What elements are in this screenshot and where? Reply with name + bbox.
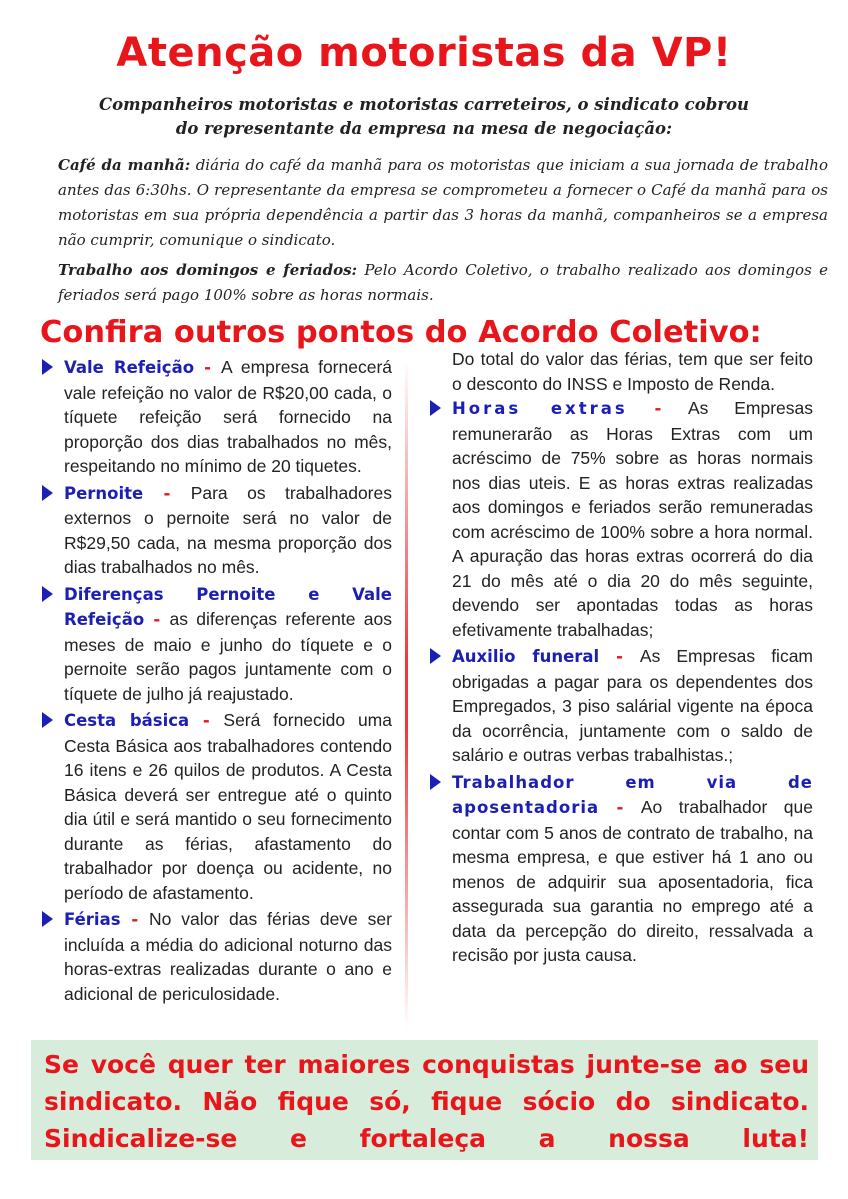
page-title: Atenção motoristas da VP! (116, 30, 732, 76)
item-heading-text: Férias (64, 910, 121, 929)
list-item (428, 644, 813, 768)
subtitle (30, 93, 818, 141)
bullet-arrow-icon (42, 911, 53, 927)
item-heading (64, 910, 149, 929)
footer-call-to-action: Se você quer ter maiores conquistas junte-se ao seu sindicato. Não fique só, fique sócio do sindicato. Sindicalize-se e fortaleça a nossa luta! (44, 1050, 809, 1153)
item-text: A empresa fornecerá vale refeição no valor de R$20,00 cada, o tíquete refeição será fornecido na proporção dos dias trabalhados no mês, respeitando no mínimo de 20 tiquetes. (64, 357, 393, 476)
item-heading (64, 358, 221, 377)
list-item (40, 481, 392, 580)
list-item (40, 582, 392, 707)
item-dash: - (189, 711, 224, 730)
item-heading (64, 711, 223, 730)
item-text: No valor das férias deve ser incluída a média do adicional noturno das horas-extras realizadas durante o ano e adicional de periculosidade. (64, 909, 392, 1004)
item-text: As Empresas ficam obrigadas a pagar para os dependentes dos Empregados, 3 piso salárial vigente na época da ocorrência, juntamente com o saldo de salário e outras verbas trabalhistas.; (452, 646, 814, 765)
paragraph-lead: Trabalho aos domingos e feriados: (58, 261, 358, 279)
paragraph-domingos-feriados (40, 258, 828, 308)
item-text: Será fornecido uma Cesta Básica aos trabalhadores contendo 16 itens e 26 quilos de produtos. A Cesta Básica deverá ser entregue até o quinto dia útil e será mantido o seu fornecimento durante as férias, afastamento do trabalhador por doença ou acidente, no período de afastamento. (64, 710, 392, 903)
bullet-arrow-icon (42, 359, 53, 375)
list-item (428, 770, 813, 968)
item-dash: - (627, 399, 688, 418)
continuation-text: Do total do valor das férias, tem que ser feito o desconto do INSS e Imposto de Renda. (452, 349, 813, 394)
paragraph-lead: Café da manhã: (58, 156, 191, 174)
item-text: as diferenças referente aos meses de maio e junho do tíquete e o pernoite serão pagos juntamente com o tíquete de julho já reajustado. (64, 609, 392, 704)
paragraph-text: diária do café da manhã para os motoristas que iniciam a sua jornada de trabalho antes das 6:30hs. O representante da empresa se comprometeu a fornecer o Café da manhã para os motoristas em sua própria dependência a partir das 3 horas da manhã, companheiros se a empresa não cumprir, comunique o sindicato. (58, 156, 828, 249)
bullet-arrow-icon (42, 712, 53, 728)
item-text: Ao trabalhador que contar com 5 anos de contrato de trabalho, na mesma empresa, e que estiver há 1 ano ou menos de adquirir sua aposentadoria, fica assegurada sua garantia no emprego até a data da percepção do direito, ressalvada a recisão por justa causa. (452, 797, 813, 965)
bullet-arrow-icon (42, 485, 53, 501)
section-title: Confira outros pontos do Acordo Coletivo: (40, 315, 762, 350)
item-heading (64, 484, 191, 503)
item-dash: - (194, 358, 221, 377)
item-heading-text: Pernoite (64, 483, 144, 503)
item-heading-text: Horas extras (452, 399, 628, 418)
item-dash: - (120, 910, 149, 929)
item-text: Para os trabalhadores externos o pernoite será no valor de R$29,50 cada, na mesma proporção dos dias trabalhados no mês. (64, 482, 392, 577)
item-dash: - (144, 610, 170, 629)
item-dash: - (599, 798, 641, 817)
item-heading-text: Diferenças Pernoite e Vale Refeição (64, 584, 392, 629)
item-heading (452, 647, 640, 666)
item-heading (452, 399, 688, 418)
list-item (40, 355, 392, 479)
item-dash: - (599, 647, 640, 666)
column-divider (405, 360, 408, 1030)
right-column (428, 347, 813, 970)
item-heading-text: Auxilio funeral (452, 647, 600, 666)
subtitle-line-2: do representante da empresa na mesa de negociação: (175, 119, 673, 138)
item-dash: - (143, 483, 191, 503)
item-heading-text: Trabalhador em via de aposentadoria (452, 772, 813, 817)
item-text: As Empresas remunerarão as Horas Extras com um acréscimo de 75% sobre as horas normais nos dias uteis. E as horas extras realizadas aos domingos e feriados serão remuneradas com acréscimo de 100% sobre a hora normal. A apuração das horas extras ocorrerá do dia 21 do mês até o dia 20 do mês seguinte, devendo ser apontadas todas as horas efetivamente trabalhadas; (452, 398, 814, 640)
bullet-arrow-icon (430, 774, 441, 790)
paragraph-cafe-da-manha (40, 153, 828, 253)
list-item (428, 396, 813, 642)
bullet-arrow-icon (430, 648, 441, 664)
bullet-arrow-icon (430, 400, 441, 416)
bullet-arrow-icon (42, 586, 53, 602)
subtitle-line-1: Companheiros motoristas e motoristas carreteiros, o sindicato cobrou (99, 95, 749, 114)
paragraph-text: Pelo Acordo Coletivo, o trabalho realizado aos domingos e feriados será pago 100% sobre as horas normais. (58, 261, 828, 304)
list-item (40, 907, 392, 1006)
list-item (40, 708, 392, 905)
item-heading-text: Cesta básica (64, 711, 190, 730)
left-column (40, 355, 392, 1008)
item-heading-text: Vale Refeição (64, 358, 195, 377)
